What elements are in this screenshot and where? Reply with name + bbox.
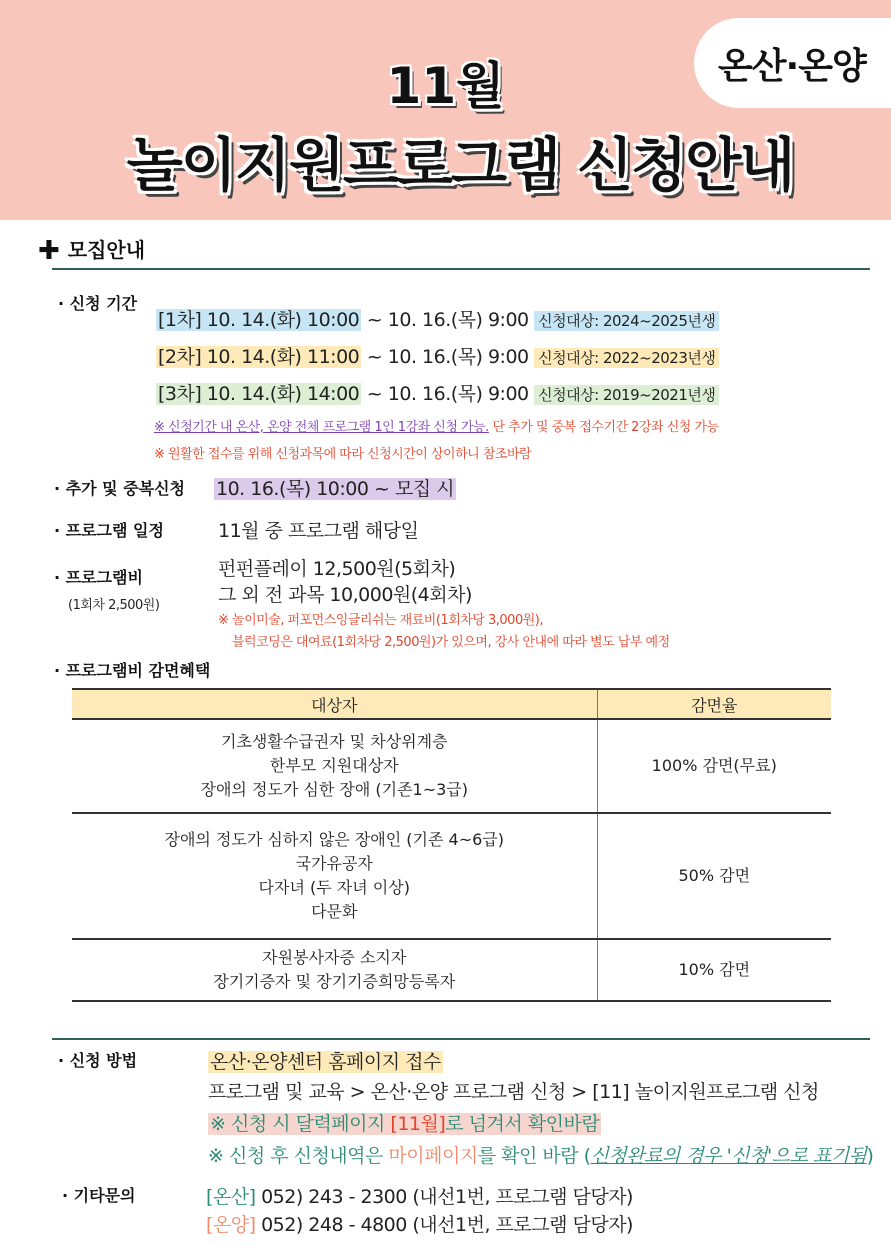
plus-icon: ✚	[38, 236, 60, 266]
round-1	[156, 305, 719, 332]
table-row	[72, 719, 831, 813]
target-item: 국가유공자	[295, 854, 373, 873]
round-3-end: ~ 10. 16.(목) 9:00	[361, 383, 529, 405]
round-3-target: 신청대상: 2019~2021년생	[534, 385, 719, 405]
row-3-rate: 10% 감면	[597, 939, 831, 1001]
schedule-value: 11월 중 프로그램 해당일	[218, 520, 419, 542]
round-1-target: 신청대상: 2024~2025년생	[534, 311, 719, 331]
method-line-3a: ※ 신청 시 달력페이지	[210, 1113, 391, 1135]
discount-table	[72, 688, 831, 1002]
method-line-4b: 마이페이지	[388, 1145, 478, 1167]
table-row	[72, 813, 831, 939]
header-banner	[0, 0, 891, 220]
round-2	[156, 342, 719, 369]
fee-note-2: 블럭코딩은 대여료(1회차당 2,500원)가 있으며, 강사 안내에 따라 별도 납부 예정	[232, 635, 670, 650]
round-3	[156, 379, 719, 406]
extra-label: · 추가 및 중복신청	[54, 479, 185, 498]
fee-note-1: ※ 놀이미술, 퍼포먼스잉글리쉬는 재료비(1회차당 3,000원),	[218, 613, 543, 628]
contact-label: · 기타문의	[62, 1186, 136, 1205]
fee-line-2: 그 외 전 과목 10,000원(4회차)	[218, 584, 472, 606]
target-item: 기초생활수급권자 및 차상위계층	[220, 732, 448, 751]
round-2-start: [2차] 10. 14.(화) 11:00	[158, 346, 360, 368]
target-item: 다문화	[311, 902, 358, 921]
period-note-1a: ※ 신청기간 내 온산, 온양 전체 프로그램 1인 1강좌 신청 가능.	[154, 420, 489, 435]
schedule-label: · 프로그램 일정	[54, 521, 164, 540]
section-title: 모집안내	[67, 238, 146, 262]
round-2-end: ~ 10. 16.(목) 9:00	[361, 346, 529, 368]
table-header-row	[72, 689, 831, 719]
contact-row-1	[206, 1182, 633, 1209]
round-1-start: [1차] 10. 14.(화) 10:00	[158, 309, 360, 331]
header-rate: 감면율	[597, 689, 831, 719]
target-item: 장애의 정도가 심하지 않은 장애인 (기존 4~6급)	[164, 830, 505, 849]
method-line-4e: )	[866, 1145, 874, 1167]
fee-label: · 프로그램비	[54, 568, 143, 587]
month-title: 11월	[386, 57, 505, 115]
round-3-start: [3차] 10. 14.(화) 14:00	[158, 383, 360, 405]
target-item: 자원봉사자증 소지자	[262, 948, 407, 967]
target-item: 장애의 정도가 심한 장애 (기존1~3급)	[200, 780, 469, 799]
region-label: 온산·온양	[718, 46, 866, 87]
discount-label: · 프로그램비 감면혜택	[54, 661, 211, 680]
round-2-target: 신청대상: 2022~2023년생	[534, 348, 719, 368]
extra-value-wrap	[214, 474, 456, 501]
row-2-targets	[72, 813, 597, 939]
contact-value-2: 052) 248 - 4800 (내선1번, 프로그램 담당자)	[255, 1214, 633, 1236]
method-label: · 신청 방법	[58, 1051, 138, 1070]
target-item: 한부모 지원대상자	[269, 756, 399, 775]
target-item: 장기기증자 및 장기기증희망등록자	[213, 972, 456, 991]
table-row	[72, 939, 831, 1001]
target-item: 다자녀 (두 자녀 이상)	[258, 878, 410, 897]
header-target: 대상자	[72, 689, 597, 719]
method-line-1: 온산·온양센터 홈페이지 접수	[210, 1051, 441, 1073]
contact-row-2	[206, 1210, 633, 1237]
method-line-4a: ※ 신청 후 신청내역은	[208, 1145, 389, 1167]
page-title: 놀이지원프로그램 신청안내	[126, 131, 794, 199]
contact-value-1: 052) 243 - 2300 (내선1번, 프로그램 담당자)	[255, 1186, 633, 1208]
method-line-3	[208, 1113, 601, 1135]
contact-tag-1: [온산]	[206, 1186, 256, 1208]
period-note-1b: 단 추가 및 중복 접수기간 2강좌 신청 가능	[488, 420, 719, 435]
method-line-4c: 를 확인 바람 (	[477, 1145, 591, 1167]
period-note-2: ※ 원활한 접수를 위해 신청과목에 따라 신청시간이 상이하니 참조바람	[154, 447, 532, 462]
method-divider	[52, 1038, 870, 1040]
method-line-1-wrap	[208, 1047, 443, 1074]
section-heading	[38, 234, 145, 266]
method-line-2: 프로그램 및 교육 > 온산·온양 프로그램 신청 > [11] 놀이지원프로그램 신청	[208, 1081, 819, 1103]
period-note-1	[154, 416, 719, 435]
round-1-end: ~ 10. 16.(목) 9:00	[361, 309, 529, 331]
method-line-4	[208, 1141, 873, 1168]
section-divider	[52, 268, 870, 270]
method-line-4d: 신청완료의 경우 '신청'으로 표기됨	[590, 1145, 867, 1167]
method-line-3c: 로 넘겨서 확인바람	[445, 1113, 600, 1135]
period-label: · 신청 기간	[58, 294, 138, 313]
extra-value: 10. 16.(목) 10:00 ~ 모집 시	[216, 478, 455, 500]
method-line-3-wrap	[208, 1109, 601, 1136]
method-line-3b: [11월]	[390, 1113, 446, 1135]
row-1-targets	[72, 719, 597, 813]
row-1-rate: 100% 감면(무료)	[597, 719, 831, 813]
contact-tag-2: [온양]	[206, 1214, 256, 1236]
row-2-rate: 50% 감면	[597, 813, 831, 939]
row-3-targets	[72, 939, 597, 1001]
fee-line-1: 펀펀플레이 12,500원(5회차)	[218, 558, 456, 580]
fee-per-session: (1회차 2,500원)	[68, 598, 160, 613]
